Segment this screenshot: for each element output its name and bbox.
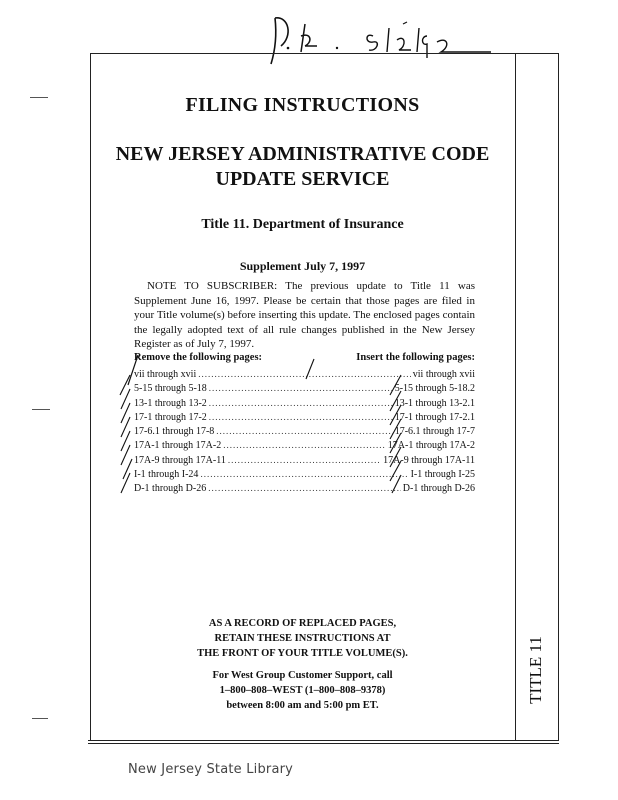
code-title-line1: NEW JERSEY ADMINISTRATIVE CODE — [115, 143, 490, 165]
library-stamp: New Jersey State Library — [128, 762, 294, 777]
remove-pages: 17-1 through 17-2 — [134, 411, 207, 423]
filing-instructions-heading: FILING INSTRUCTIONS — [185, 94, 420, 116]
remove-pages: I-1 through I-24 — [134, 469, 199, 481]
handwritten-check-marks — [118, 355, 418, 495]
code-title — [90, 142, 515, 192]
remove-header: Remove the following pages: — [134, 352, 263, 363]
scan-margin-mark — [32, 409, 50, 410]
support-line1: For West Group Customer Support, call — [212, 670, 393, 681]
insert-pages: I-1 through I-25 — [410, 469, 475, 481]
insert-pages: D-1 through D-26 — [402, 483, 475, 495]
frame-bottom-rule — [88, 740, 559, 741]
note-lead: NOTE TO SUBSCRIBER: — [147, 280, 278, 292]
support-line2: 1–800–808–WEST (1–800–808–9378) — [219, 685, 386, 696]
remove-pages: vii through xvii — [134, 369, 197, 380]
customer-support-notice — [130, 668, 475, 713]
remove-pages: D-1 through D-26 — [134, 483, 207, 495]
remove-pages: 17A-1 through 17A-2 — [134, 440, 222, 452]
insert-pages: 17A-9 through 17A-11 — [383, 454, 475, 466]
insert-pages: vii through xvii — [412, 369, 475, 380]
title-tab-label: TITLE 11 — [526, 636, 546, 704]
scan-margin-mark — [32, 718, 48, 719]
record-notice — [130, 616, 475, 661]
record-line3: THE FRONT OF YOUR TITLE VOLUME(S). — [197, 648, 408, 659]
insert-pages: 17-6.1 through 17-7 — [394, 426, 475, 438]
note-to-subscriber — [134, 279, 475, 352]
insert-pages: 17A-1 through 17A-2 — [387, 440, 475, 452]
insert-pages: 5-15 through 5-18.2 — [394, 383, 475, 395]
record-line2: RETAIN THESE INSTRUCTIONS AT — [214, 633, 391, 644]
supplement-date: Supplement July 7, 1997 — [239, 259, 366, 273]
insert-pages: 13-1 through 13-2.1 — [394, 397, 475, 409]
note-body: The previous update to Title 11 was Supplement June 16, 1997. Please be certain that those pages are filed in your Title volume(s) before inserting this update. The enclosed pages contain the legally adopted text of all rule changes published in the New Jersey Register as of July 7, 1997. — [134, 280, 475, 351]
remove-pages: 17-6.1 through 17-8 — [134, 426, 215, 438]
insert-header: Insert the following pages: — [356, 352, 475, 363]
insert-pages: 17-1 through 17-2.1 — [394, 411, 475, 423]
record-line1: AS A RECORD OF REPLACED PAGES, — [208, 618, 397, 629]
title-line: Title 11. Department of Insurance — [201, 217, 404, 232]
remove-pages: 5-15 through 5-18 — [134, 383, 207, 395]
scan-margin-mark — [30, 97, 48, 98]
code-title-line2: UPDATE SERVICE — [215, 168, 390, 190]
frame-bottom-rule-double — [88, 743, 559, 744]
support-line3: between 8:00 am and 5:00 pm ET. — [226, 700, 379, 711]
remove-pages: 13-1 through 13-2 — [134, 397, 207, 409]
remove-pages: 17A-9 through 17A-11 — [134, 454, 226, 466]
title-tab — [519, 630, 553, 710]
